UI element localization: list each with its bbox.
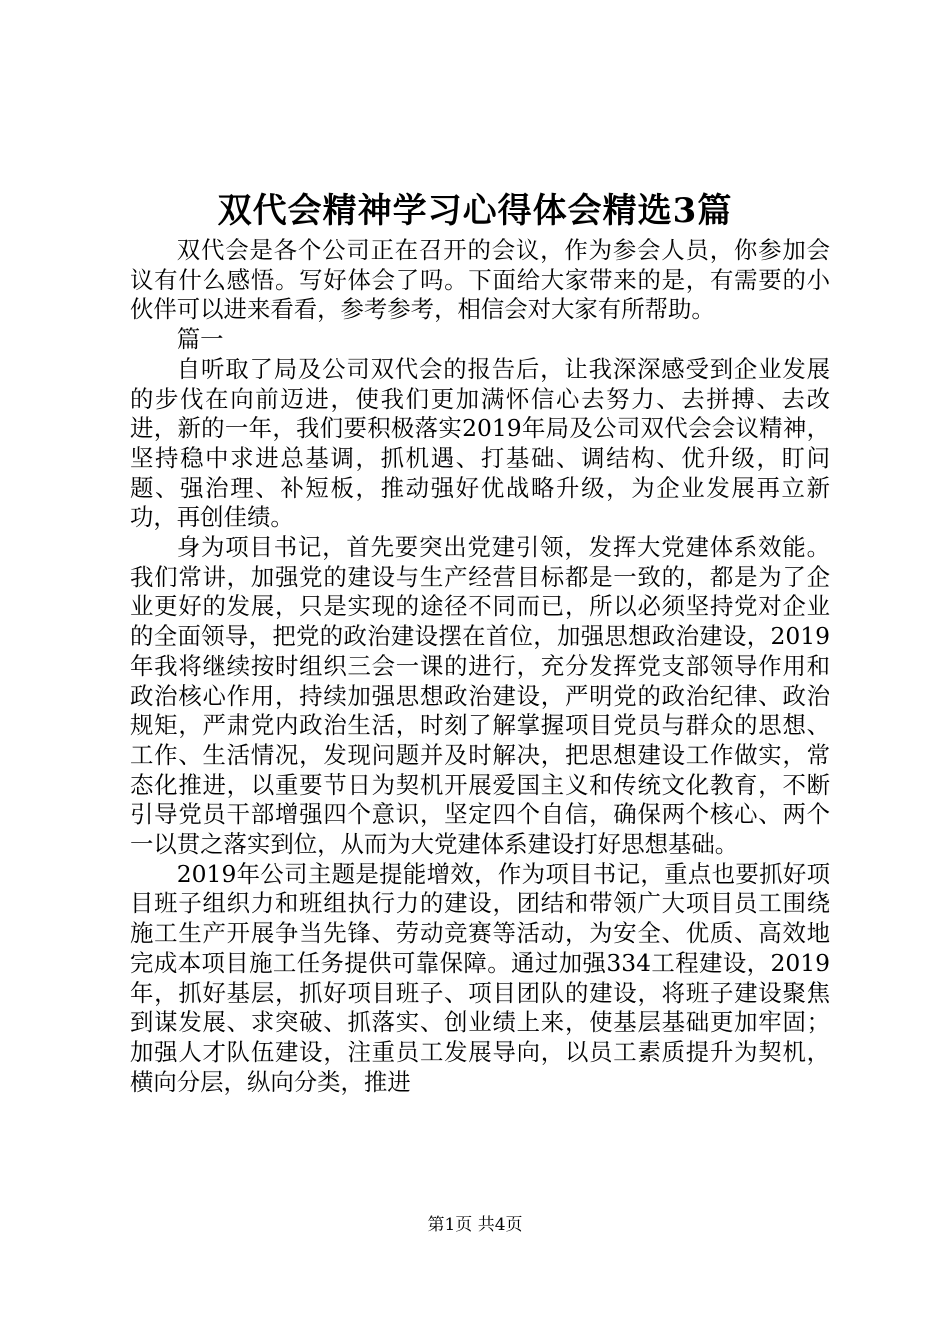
paragraph: 自听取了局及公司双代会的报告后，让我深深感受到企业发展的步伐在向前迈进，使我们更加满怀信心去努力、去拼搏、去改进，新的一年，我们要积极落实2019年局及公司双代会会议精神，坚持稳中求进总基调，抓机遇、打基础、调结构、优升级，盯问题、强治理、补短板，推动强好优战略升级，为企业发展再立新功，再创佳绩。	[130, 354, 830, 532]
paragraph-intro: 双代会是各个公司正在召开的会议，作为参会人员，你参加会议有什么感悟。写好体会了吗。下面给大家带来的是，有需要的小伙伴可以进来看看，参考参考，相信会对大家有所帮助。	[130, 236, 830, 324]
page-footer: 第1页 共4页	[427, 1215, 523, 1235]
document-body	[130, 236, 830, 1097]
paragraph: 2019年公司主题是提能增效，作为项目书记，重点也要抓好项目班子组织力和班组执行力的建设，团结和带领广大项目员工围绕施工生产开展争当先锋、劳动竞赛等活动，为安全、优质、高效地完成本项目施工任务提供可靠保障。通过加强334工程建设，2019年，抓好基层，抓好项目班子、项目团队的建设，将班子建设聚焦到谋发展、求突破、抓落实、创业绩上来，使基层基础更加牢固；加强人才队伍建设，注重员工发展导向，以员工素质提升为契机，横向分层，纵向分类，推进	[130, 859, 830, 1096]
paragraph: 身为项目书记，首先要突出党建引领，发挥大党建体系效能。我们常讲，加强党的建设与生产经营目标都是一致的，都是为了企业更好的发展，只是实现的途径不同而已，所以必须坚持党对企业的全面领导，把党的政治建设摆在首位，加强思想政治建设，2019年我将继续按时组织三会一课的进行，充分发挥党支部领导作用和政治核心作用，持续加强思想政治建设，严明党的政治纪律、政治规矩，严肃党内政治生活，时刻了解掌握项目党员与群众的思想、工作、生活情况，发现问题并及时解决，把思想建设工作做实，常态化推进，以重要节日为契机开展爱国主义和传统文化教育，不断引导党员干部增强四个意识，坚定四个自信，确保两个核心、两个一以贯之落实到位，从而为大党建体系建设打好思想基础。	[130, 533, 830, 859]
section-heading: 篇一	[176, 325, 224, 354]
document-title: 双代会精神学习心得体会精选3篇	[217, 191, 733, 231]
